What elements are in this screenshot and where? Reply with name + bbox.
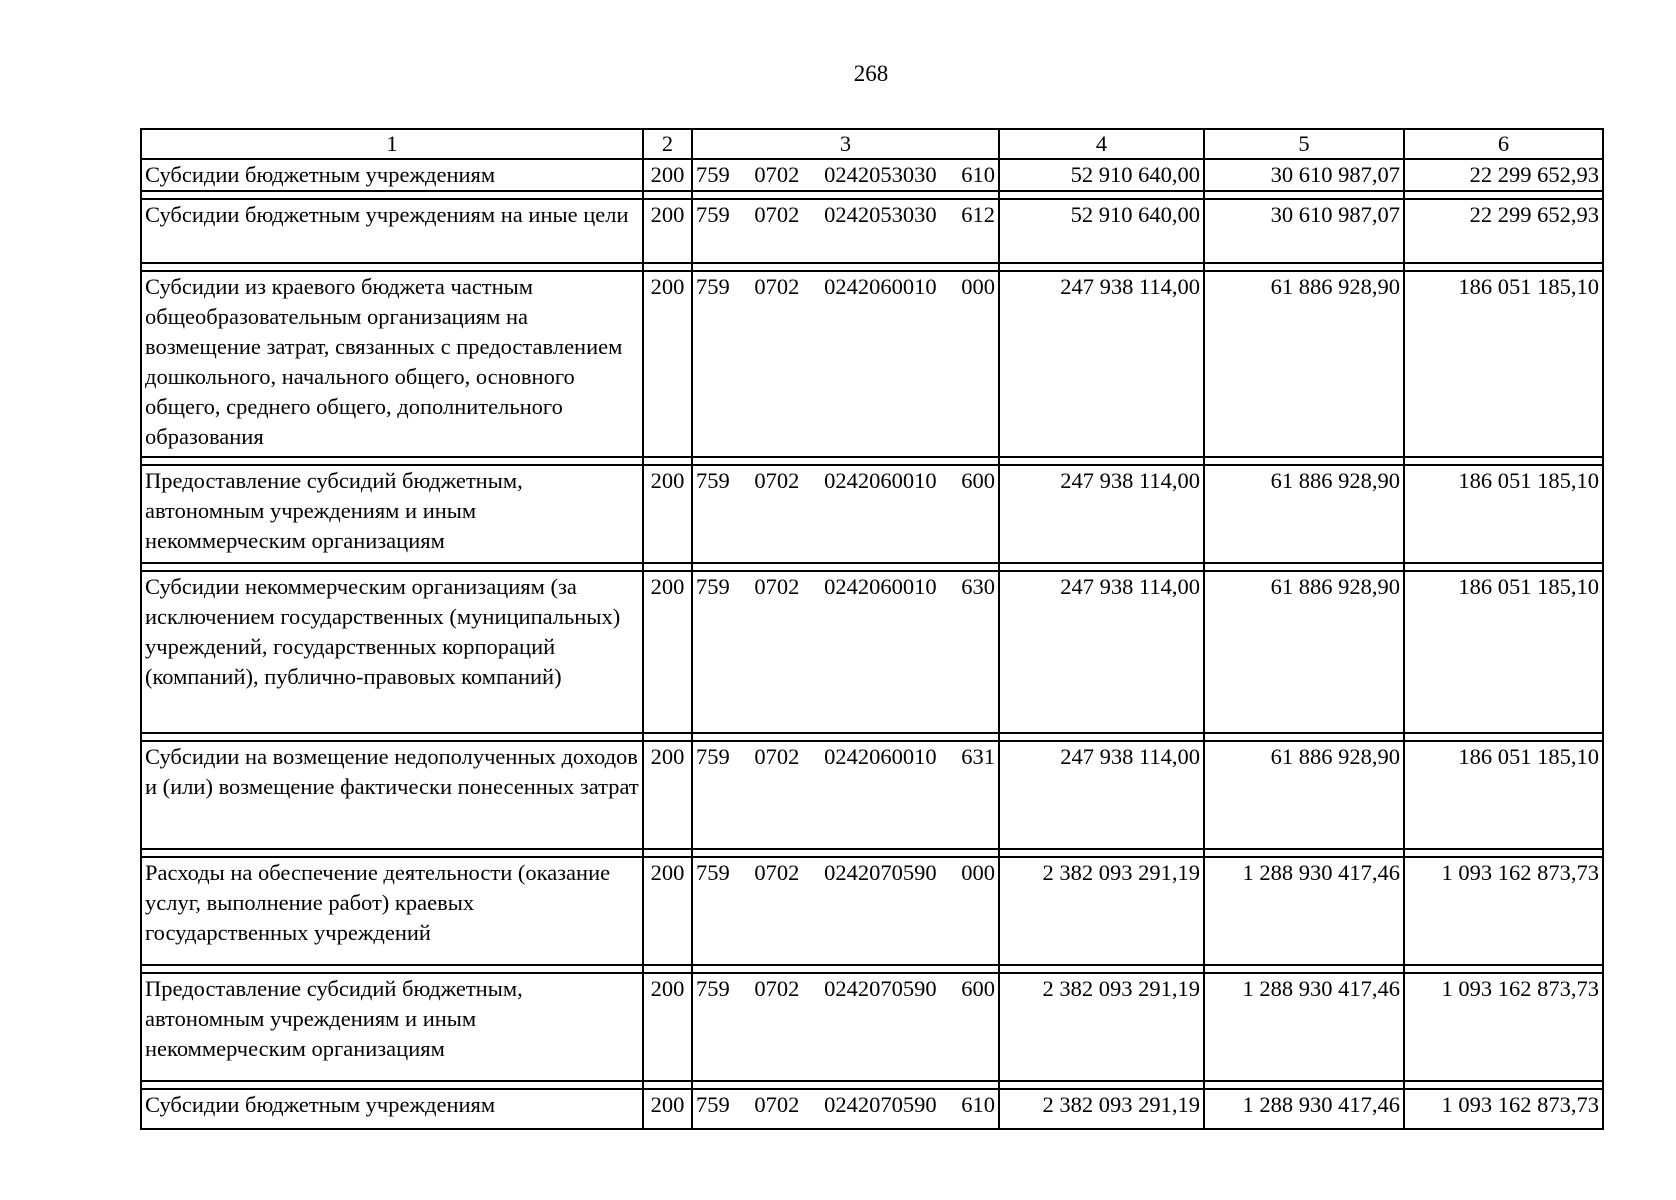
table-row [141, 199, 1603, 263]
row-col-5: 61 886 928,90 [1204, 271, 1404, 457]
row-col-4: 247 938 114,00 [999, 271, 1204, 457]
separator-cell [1404, 191, 1603, 199]
separator-cell [643, 563, 692, 571]
row-code [692, 465, 999, 563]
separator-cell [1404, 965, 1603, 973]
header-cell: 6 [1404, 129, 1603, 159]
row-col-6: 186 051 185,10 [1404, 271, 1603, 457]
row-col-5: 1 288 930 417,46 [1204, 857, 1404, 965]
separator-cell [999, 849, 1204, 857]
row-col-4: 2 382 093 291,19 [999, 973, 1204, 1081]
row-code [692, 973, 999, 1081]
separator-cell [692, 457, 999, 465]
row-col-2: 200 [643, 571, 692, 733]
code-part: 0702 [754, 162, 800, 187]
code-parts [696, 974, 995, 1004]
table-row [141, 857, 1603, 965]
table-row [141, 465, 1603, 563]
code-part: 0702 [754, 860, 800, 885]
row-col-6: 186 051 185,10 [1404, 571, 1603, 733]
code-part: 000 [961, 274, 995, 299]
code-part: 0702 [754, 468, 800, 493]
separator-cell [999, 563, 1204, 571]
separator-cell [1404, 733, 1603, 741]
code-part: 000 [961, 860, 995, 885]
separator-cell [1204, 457, 1404, 465]
separator-cell [141, 965, 643, 973]
row-col-5: 1 288 930 417,46 [1204, 973, 1404, 1081]
header-row [141, 129, 1603, 159]
row-code [692, 199, 999, 263]
separator-cell [1404, 457, 1603, 465]
code-part: 631 [961, 744, 995, 769]
header-cell: 4 [999, 129, 1204, 159]
separator-cell [643, 191, 692, 199]
row-separator [141, 263, 1603, 271]
row-col-4: 52 910 640,00 [999, 199, 1204, 263]
row-col-4: 247 938 114,00 [999, 571, 1204, 733]
row-code [692, 571, 999, 733]
code-parts [696, 742, 995, 772]
row-code [692, 271, 999, 457]
code-part: 0702 [754, 574, 800, 599]
separator-cell [692, 563, 999, 571]
separator-cell [1204, 849, 1404, 857]
code-part: 0242060010 [824, 468, 937, 493]
row-col-6: 186 051 185,10 [1404, 741, 1603, 849]
row-separator [141, 849, 1603, 857]
code-part: 612 [961, 202, 995, 227]
row-col-4: 2 382 093 291,19 [999, 857, 1204, 965]
code-part: 610 [961, 162, 995, 187]
code-part: 0702 [754, 1092, 800, 1117]
separator-cell [1204, 1081, 1404, 1089]
table-row [141, 741, 1603, 849]
separator-cell [692, 191, 999, 199]
row-col-4: 52 910 640,00 [999, 159, 1204, 191]
code-part: 0702 [754, 976, 800, 1001]
code-part: 0242070590 [824, 976, 937, 1001]
row-name: Субсидии бюджетным учреждениям [141, 1089, 643, 1129]
row-col-2: 200 [643, 973, 692, 1081]
separator-cell [999, 1081, 1204, 1089]
row-col-4: 247 938 114,00 [999, 465, 1204, 563]
row-col-2: 200 [643, 1089, 692, 1129]
code-part: 0702 [754, 744, 800, 769]
row-col-5: 30 610 987,07 [1204, 199, 1404, 263]
row-name: Субсидии на возмещение недополученных доходов и (или) возмещение фактически понесенных затрат [141, 741, 643, 849]
row-col-2: 200 [643, 465, 692, 563]
table-row [141, 159, 1603, 191]
separator-cell [1204, 191, 1404, 199]
code-parts [696, 1090, 995, 1120]
separator-cell [643, 263, 692, 271]
code-part: 600 [961, 976, 995, 1001]
separator-cell [643, 457, 692, 465]
code-part: 0702 [754, 274, 800, 299]
separator-cell [1404, 563, 1603, 571]
row-separator [141, 965, 1603, 973]
separator-cell [1204, 263, 1404, 271]
row-col-5: 1 288 930 417,46 [1204, 1089, 1404, 1129]
separator-cell [999, 191, 1204, 199]
row-col-4: 247 938 114,00 [999, 741, 1204, 849]
row-col-5: 30 610 987,07 [1204, 159, 1404, 191]
separator-cell [1404, 849, 1603, 857]
header-cell: 3 [692, 129, 999, 159]
page-number: 268 [853, 61, 889, 86]
row-name: Субсидии бюджетным учреждениям [141, 159, 643, 191]
code-part: 0242070590 [824, 860, 937, 885]
row-code [692, 857, 999, 965]
separator-cell [643, 849, 692, 857]
separator-cell [692, 1081, 999, 1089]
row-separator [141, 191, 1603, 199]
code-part: 759 [696, 274, 730, 299]
header-cell: 1 [141, 129, 643, 159]
separator-cell [1204, 563, 1404, 571]
separator-cell [999, 263, 1204, 271]
row-col-6: 22 299 652,93 [1404, 199, 1603, 263]
code-part: 0242070590 [824, 1092, 937, 1117]
code-parts [696, 572, 995, 602]
row-separator [141, 1081, 1603, 1089]
table-row [141, 1089, 1603, 1129]
separator-cell [141, 191, 643, 199]
table-row [141, 271, 1603, 457]
separator-cell [643, 965, 692, 973]
header-cell: 5 [1204, 129, 1404, 159]
code-parts [696, 858, 995, 888]
code-part: 759 [696, 1092, 730, 1117]
row-name: Расходы на обеспечение деятельности (оказание услуг, выполнение работ) краевых государственных учреждений [141, 857, 643, 965]
row-col-6: 1 093 162 873,73 [1404, 1089, 1603, 1129]
table-row [141, 571, 1603, 733]
row-code [692, 741, 999, 849]
row-col-5: 61 886 928,90 [1204, 741, 1404, 849]
code-part: 0242060010 [824, 274, 937, 299]
row-separator [141, 733, 1603, 741]
separator-cell [692, 849, 999, 857]
row-name: Предоставление субсидий бюджетным, автономным учреждениям и иным некоммерческим организациям [141, 465, 643, 563]
row-col-5: 61 886 928,90 [1204, 465, 1404, 563]
separator-cell [999, 965, 1204, 973]
separator-cell [141, 563, 643, 571]
separator-cell [1404, 263, 1603, 271]
row-col-2: 200 [643, 159, 692, 191]
row-col-4: 2 382 093 291,19 [999, 1089, 1204, 1129]
separator-cell [141, 457, 643, 465]
row-col-2: 200 [643, 857, 692, 965]
separator-cell [1404, 1081, 1603, 1089]
code-parts [696, 272, 995, 302]
separator-cell [692, 263, 999, 271]
code-part: 0242060010 [824, 574, 937, 599]
code-part: 759 [696, 744, 730, 769]
code-part: 759 [696, 468, 730, 493]
row-name: Субсидии из краевого бюджета частным общеобразовательным организациям на возмещение затрат, связанных с предоставлением дошкольного, начального общего, основного общего, среднего общего, дополнительного образования [141, 271, 643, 457]
separator-cell [141, 733, 643, 741]
row-name: Субсидии бюджетным учреждениям на иные цели [141, 199, 643, 263]
budget-table [140, 128, 1604, 1130]
code-part: 600 [961, 468, 995, 493]
code-part: 610 [961, 1092, 995, 1117]
code-part: 759 [696, 202, 730, 227]
code-part: 630 [961, 574, 995, 599]
separator-cell [141, 1081, 643, 1089]
separator-cell [141, 263, 643, 271]
code-part: 0242053030 [824, 162, 937, 187]
row-col-2: 200 [643, 271, 692, 457]
code-part: 759 [696, 574, 730, 599]
separator-cell [1204, 733, 1404, 741]
code-part: 0242060010 [824, 744, 937, 769]
separator-cell [643, 1081, 692, 1089]
table-row [141, 973, 1603, 1081]
row-code [692, 1089, 999, 1129]
row-col-2: 200 [643, 199, 692, 263]
header-cell: 2 [643, 129, 692, 159]
row-name: Предоставление субсидий бюджетным, автономным учреждениям и иным некоммерческим организациям [141, 973, 643, 1081]
code-parts [696, 466, 995, 496]
row-col-5: 61 886 928,90 [1204, 571, 1404, 733]
row-code [692, 159, 999, 191]
separator-cell [1204, 965, 1404, 973]
code-part: 759 [696, 976, 730, 1001]
code-parts [696, 200, 995, 230]
code-part: 759 [696, 860, 730, 885]
row-col-2: 200 [643, 741, 692, 849]
code-parts [696, 160, 995, 190]
code-part: 759 [696, 162, 730, 187]
separator-cell [643, 733, 692, 741]
separator-cell [692, 965, 999, 973]
separator-cell [999, 457, 1204, 465]
row-col-6: 1 093 162 873,73 [1404, 857, 1603, 965]
row-name: Субсидии некоммерческим организациям (за исключением государственных (муниципальных) учреждений, государственных корпораций (компаний), публично-правовых компаний) [141, 571, 643, 733]
row-col-6: 186 051 185,10 [1404, 465, 1603, 563]
code-part: 0242053030 [824, 202, 937, 227]
separator-cell [999, 733, 1204, 741]
row-separator [141, 457, 1603, 465]
row-col-6: 1 093 162 873,73 [1404, 973, 1603, 1081]
row-col-6: 22 299 652,93 [1404, 159, 1603, 191]
code-part: 0702 [754, 202, 800, 227]
separator-cell [141, 849, 643, 857]
row-separator [141, 563, 1603, 571]
separator-cell [692, 733, 999, 741]
